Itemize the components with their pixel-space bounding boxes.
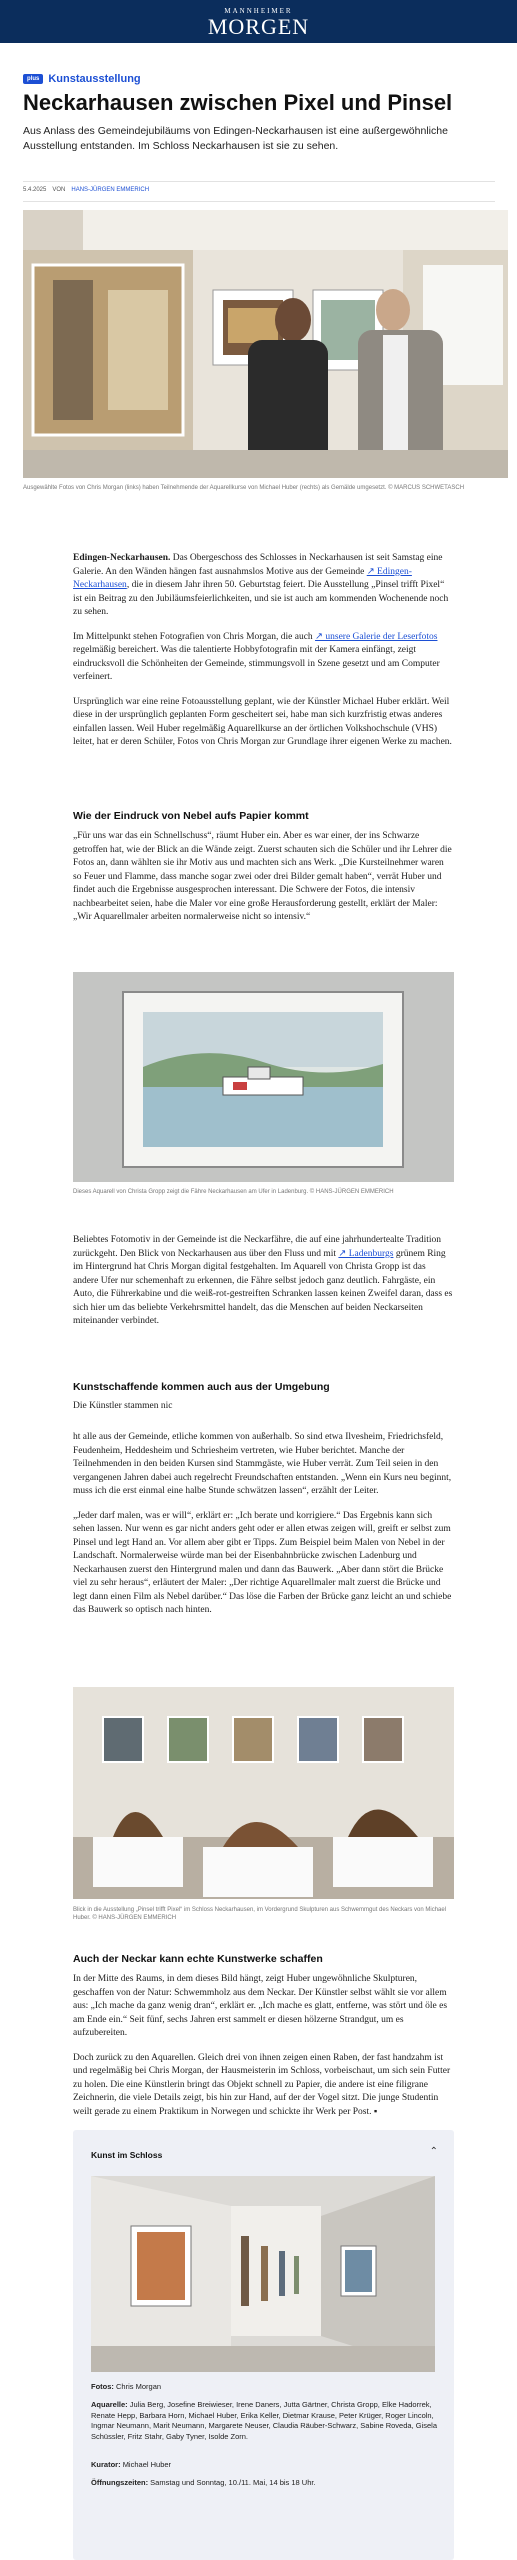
- info-box-photo-graphic: [91, 2176, 435, 2372]
- article-date: 5.4.2025: [23, 187, 47, 193]
- info-box-fotos: [91, 2382, 441, 2393]
- plus-badge: plus: [23, 74, 43, 84]
- paragraph-text: grünem Ring im Hintergrund hat Chris Morgan digital festgehalten. Im Aquarell von Christa Gropp ist das andere Ufer nur schemenhaft zu erkennen, die Fähre selbst jedoch ganz deutlich. Fahrgäste, ein Auto, die Führerkabine und die weiß-rot-gestreiften Schranken lassen keinen Zweifel daran, dass es sich hier um das beliebte Verkehrsmittel handelt, das die Menschen auf beiden Neckarseiten miteinander verbindet.: [73, 1248, 453, 1326]
- paragraph: ht alle aus der Gemeinde, etliche kommen von außerhalb. So sind etwa Ilvesheim, Friedrichsfeld, Feudenheim, Heddesheim und Schriesheim vertreten, wie Huber berichtet. Manche der Teilnehmenden in den beiden Kursen sind Stammgäste, wie Huber verrät. Zum Teil seien in den vergangenen Jahren dabei auch regelrecht Freundschaften entstanden. „Wenn ein Kurs neu beginnt, muss ich die erst einmal eine halbe Stunde schwätzen lassen“, erzählt der Leiter.: [73, 1432, 452, 1496]
- link-ladenburg[interactable]: ↗ Ladenburgs: [338, 1248, 394, 1259]
- article-author-link[interactable]: HANS-JÜRGEN EMMERICH: [71, 187, 150, 193]
- link-edingen-neckarhausen[interactable]: ↗ Edingen-Neckarhausen: [73, 566, 412, 590]
- aquarelle-value: Julia Berg, Josefine Breiwieser, Irene Daners, Jutta Gärtner, Christa Gropp, Elke Hadorrek, Renate Hepp, Barbara Horn, Michael Huber, Erika Keller, Dietmar Krause, Peter Krüger, Roger Lincoln, Ingmar Neumann, Marit Neumann, Margarete Neuser, Claudia Räuber-Schwarz, Sabine Roveda, Gisela Schüssler, Fritz Stahr, Gaby Tyner, Isolde Zorn.: [91, 2400, 437, 2441]
- info-box-title: Kunst im Schloss: [91, 2150, 163, 2160]
- paragraph: „Jeder darf malen, was er will“, erklärt er: „Ich berate und korrigiere.“ Das Ergebnis kann sich sehen lassen. Nur wenn es gar nicht anders geht oder er allen etwas zeigen will, greift er selbst zum Pinsel und legt Hand an. Vor allem aber gibt er Tipps. Zum Beispiel beim Malen von Nebel in der Landschaft. Normalerweise würde man bei der Eisenbahnbrücke zwischen Ladenburg und Neckarhausen zuerst den Hintergrund malen und dann das Bauwerk. „Aber dann stört die Brücke viel zu sehr heraus“, erläutert der Maler: „Der richtige Aquarellmaler malt zuerst die Brücke und legt dann einen Film als Nebel darüber.“ Das löse die Farben der Brücke ganz leicht an und schiebe das Bauwerk so optisch nach hinten.: [73, 1510, 452, 1615]
- article-body-5: [73, 1431, 453, 1629]
- masthead[interactable]: [0, 0, 517, 43]
- masthead-logo[interactable]: MORGEN: [207, 14, 310, 39]
- end-mark: ▪: [373, 2106, 378, 2117]
- info-box-kurator: [91, 2460, 441, 2471]
- paragraph: In der Mitte des Raums, in dem dieses Bild hängt, zeigt Huber ungewöhnliche Skulpturen, geschaffen von der Natur: Schwemmholz aus dem Neckar. Der Künstler selbst wählt sie vor allem aus: „Ich mache da ganz wenig dran“, erklärt er. „Ich mache es glatt, entferne, was stört und öle es am Ende ein.“ Seit fünf, sechs Jahren erst sammelt er diesen hölzerne Strandgut, um es aufzubereiten.: [73, 1974, 448, 2038]
- watercolor-caption: Dieses Aquarell von Christa Gropp zeigt die Fähre Neckarhausen am Ufer in Ladenburg. © HANS-JÜRGEN EMMERICH: [73, 1189, 394, 1195]
- oeffnungszeiten-value: Samstag und Sonntag, 10./11. Mai, 14 bis 18 Uhr.: [150, 2478, 316, 2487]
- info-box-oeffnungszeiten: [91, 2478, 441, 2489]
- paragraph: [73, 1234, 453, 1329]
- divider: [23, 201, 495, 202]
- paragraph-text: Im Mittelpunkt stehen Fotografien von Chris Morgan, die auch: [73, 631, 316, 642]
- article-body-1: [73, 552, 453, 761]
- article-topic: Kunstausstellung: [48, 73, 141, 85]
- fotos-value: Chris Morgan: [116, 2382, 162, 2391]
- paragraph: „Für uns war das ein Schnellschuss“, räumt Huber ein. Aber es war einer, der ins Schwarze getroffen hat, wie der Blick an die Wände zeigt. Zuerst schauten sich die Schüler und ihr Lehrer die Fotos an, dann wählten sie ihr Motiv aus und machten sich ans Werk. „Die Kursteilnehmer waren so Feuer und Flamme, dass manche sogar zwei oder drei Bilder gemalt haben“, verrät Huber und findet auch die Ergebnisse ausgesprochen interessant. Die Schwere der Fotos, die intensiv nachbearbeitet seien, habe die Maler vor eine große Herausforderung gestellt, erklärt der Maler: „Wir Aquarellmaler arbeiten normalerweise nicht so intensiv.“: [73, 831, 452, 922]
- paragraph: [73, 631, 453, 685]
- paragraph: Die Künstler stammen nic: [73, 1401, 173, 1411]
- watercolor-photo-graphic: [73, 972, 454, 1182]
- aquarelle-label: Aquarelle:: [91, 2400, 128, 2409]
- article-kicker: [23, 73, 141, 85]
- hero-photo-caption: Ausgewählte Fotos von Chris Morgan (links) haben Teilnehmende der Aquarellkurse von Michael Huber (rechts) als Gemälde umgesetzt. © MARCUS SCHWETASCH: [23, 485, 465, 491]
- article-body-3: [73, 1234, 453, 1340]
- subheading: Wie der Eindruck von Nebel aufs Papier kommt: [73, 810, 309, 822]
- paragraph-text: Das Obergeschoss des Schlosses in Neckarhausen ist seit Samstag eine Galerie. An den Wänden hängen fast ausnahmslos Motive aus der Gemeinde: [73, 553, 443, 577]
- paragraph: Ursprünglich war eine reine Fotoausstellung geplant, wie der Künstler Michael Huber erklärt. Weil diese in der ursprünglich geplanten Form gescheitert sei, habe man sich kurzfristig etwas anderes einfallen lassen. Weil Huber regelmäßig Aquarellkurse an der örtlichen Volkshochschule (VHS) leitet, hat er deren Schüler, Fotos von Chris Morgan zur Grundlage ihrer eigenen Werke zu machen.: [73, 696, 452, 747]
- subheading: Kunstschaffende kommen auch aus der Umgebung: [73, 1381, 330, 1393]
- paragraph: [73, 552, 453, 620]
- hero-photo[interactable]: [23, 210, 508, 478]
- watercolor-photo[interactable]: [73, 972, 454, 1182]
- article-title: Neckarhausen zwischen Pixel und Pinsel: [23, 90, 453, 115]
- chevron-up-icon[interactable]: ⌃: [429, 2146, 438, 2157]
- dateline: Edingen-Neckarhausen.: [73, 553, 171, 563]
- masthead-city: MANNHEIMER: [224, 7, 293, 15]
- paragraph-text: regelmäßig bereichert. Was die talentierte Hobbyfotografin mit der Kamera einfängt, zeigt eindrucksvoll die Schönheiten der Gemeinde, stimmungsvoll in Szene gesetzt und am Computer verfeinert.: [73, 645, 440, 682]
- link-leserfotos[interactable]: ↗ unsere Galerie der Leserfotos: [315, 631, 438, 642]
- exhibition-caption: Blick in die Ausstellung „Pinsel trifft Pixel“ im Schloss Neckarhausen, im Vordergrund Skulpturen aus Schwemmgut des Neckars von Michael Huber. © HANS-JÜRGEN EMMERICH: [73, 1907, 447, 1921]
- exhibition-photo-graphic: [73, 1687, 454, 1899]
- byline-prefix: VON: [52, 187, 66, 193]
- article-body-4: [73, 1400, 453, 1425]
- article-lead: Aus Anlass des Gemeindejubiläums von Edingen-Neckarhausen ist eine außergewöhnliche Ausstellung entstanden. Im Schloss Neckarhausen ist sie zu sehen.: [23, 125, 448, 152]
- subheading: Auch der Neckar kann echte Kunstwerke schaffen: [73, 1953, 323, 1965]
- paragraph-text: Beliebtes Fotomotiv in der Gemeinde ist die Neckarfähre, die auf eine jahrhundertealte Tradition zurückgeht. Den Blick von Neckarhausen aus über den Fluss und mit: [73, 1235, 442, 1259]
- fotos-label: Fotos:: [91, 2382, 114, 2391]
- info-box-kunst-im-schloss: [73, 2130, 454, 2560]
- article-meta: [23, 181, 495, 193]
- paragraph-text: , die in diesem Jahr ihren 50. Geburtstag feiert. Die Ausstellung „Pinsel trifft Pixel“ ist ein Beitrag zu den Jubiläumsfeierlichkeiten, und sie ist auch am kommenden Wochenende noch zu sehen.: [73, 580, 449, 617]
- paragraph-text: Doch zurück zu den Aquarellen. Gleich drei von ihnen zeigen einen Raben, der fast handzahm ist und regelmäßig bei Chris Morgan, der Hausmeisterin im Schloss, vorbeischaut, um sich sein Futter zu holen. Die eine Künstlerin bringt das Objekt schnell zu Papier, die andere ist eine filigrane Zeichnerin, die viele Details zeigt, bis hin zur Hand, auf der der Vogel sitzt. Die junge Studentin weilt gerade zu einem Praktikum in Norwegen und schickte ihr Werk per Post.: [73, 2052, 451, 2117]
- oeffnungszeiten-label: Öffnungszeiten:: [91, 2478, 149, 2487]
- hero-photo-graphic: [23, 210, 508, 478]
- article-body-6: [73, 1973, 453, 2130]
- exhibition-photo[interactable]: [73, 1687, 454, 1899]
- paragraph: [73, 2052, 453, 2120]
- info-box-aquarelle: [91, 2400, 441, 2442]
- article-body-2: [73, 830, 453, 936]
- info-box-photo[interactable]: [91, 2176, 435, 2372]
- kurator-label: Kurator:: [91, 2460, 121, 2469]
- kurator-value: Michael Huber: [122, 2460, 172, 2469]
